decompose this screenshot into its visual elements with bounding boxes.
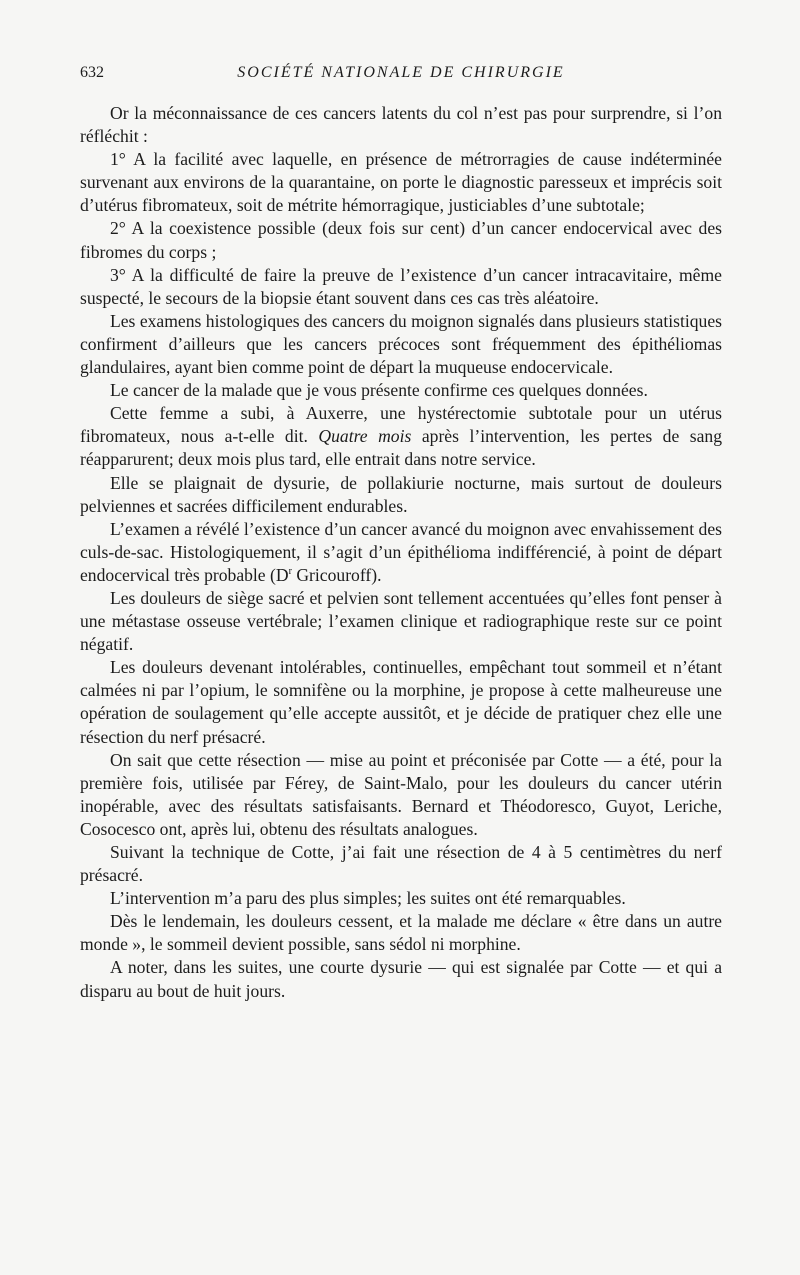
hysterectomy-text-before: Cette femme a subi, à Auxerre, une hystérectomie subtotale pour un utérus fibromateux, nous a-t-elle dit. <box>80 403 722 447</box>
journal-title: SOCIÉTÉ NATIONALE DE CHIRURGIE <box>237 64 565 81</box>
paragraph-dysuria: A noter, dans les suites, une courte dysurie — qui est signalée par Cotte — et qui a disparu au bout de huit jours. <box>80 957 722 1001</box>
doctor-superscript: r <box>288 566 292 578</box>
paragraph-exam <box>80 518 722 587</box>
paragraph-symptoms: Elle se plaignait de dysurie, de pollakiurie nocturne, mais surtout de douleurs pelviennes et sacrées difficilement endurables. <box>80 472 722 516</box>
paragraph-hysterectomy <box>80 402 722 471</box>
paragraph-intervention: L’intervention m’a paru des plus simples; les suites ont été remarquables. <box>110 888 626 909</box>
paragraph-case: Le cancer de la malade que je vous présente confirme ces quelques données. <box>110 380 648 401</box>
exam-text-before: L’examen a révélé l’existence d’un cancer avancé du moignon avec envahissement des culs-de-sac. Histologiquement, il s’agit d’un épithélioma indifférencié, à point de départ endocervical très probable (D <box>80 518 722 585</box>
paragraph-technique: Suivant la technique de Cotte, j’ai fait une résection de 4 à 5 centimètres du nerf présacré. <box>80 842 722 886</box>
paragraph-point-3: 3° A la difficulté de faire la preuve de l’existence d’un cancer intracavitaire, même suspecté, le secours de la biopsie étant souvent dans ces cas très aléatoire. <box>80 264 722 308</box>
paragraph-point-2: 2° A la coexistence possible (deux fois sur cent) d’un cancer endocervical avec des fibromes du corps ; <box>80 218 722 262</box>
running-head <box>80 58 722 88</box>
paragraph-relief: Dès le lendemain, les douleurs cessent, et la malade me déclare « être dans un autre monde », le sommeil devient possible, sans sédol ni morphine. <box>80 911 722 955</box>
body-text <box>80 102 722 1003</box>
paragraph-point-1: 1° A la facilité avec laquelle, en présence de métrorragies de cause indéterminée survenant aux environs de la quarantaine, on porte le diagnostic paresseux et imprécis soit d’utérus fibromateux, soit de métrite hémorragique, justiciables d’une subtotale; <box>80 149 722 216</box>
paragraph-cotte-history: On sait que cette résection — mise au point et préconisée par Cotte — a été, pour la première fois, utilisée par Férey, de Saint-Malo, pour les douleurs du cancer utérin inopérable, avec des résultats satisfaisants. Bernard et Théodoresco, Guyot, Leriche, Cosocesco ont, après lui, obtenu des résultats analogues. <box>80 749 722 839</box>
page-number: 632 <box>80 64 104 81</box>
paragraph-decision: Les douleurs devenant intolérables, continuelles, empêchant tout sommeil et n’étant calmées ni par l’opium, le somnifène ou la morphine, je propose à cette malheureuse une opération de soulagement qu’elle accepte aussitôt, et je décide de pratiquer chez elle une résection du nerf présacré. <box>80 657 722 747</box>
emphasis-quatre-mois: Quatre mois <box>318 426 412 447</box>
book-page <box>80 58 722 1003</box>
exam-text-after: Gricouroff). <box>291 564 382 585</box>
paragraph-histology: Les examens histologiques des cancers du moignon signalés dans plusieurs statistiques confirment d’ailleurs que les cancers précoces sont fréquemment des épithéliomas glandulaires, ayant bien comme point de départ la muqueuse endocervicale. <box>80 310 722 378</box>
paragraph-pain: Les douleurs de siège sacré et pelvien sont tellement accentuées qu’elles font penser à une métastase osseuse vertébrale; l’examen clinique et radiographique reste sur ce point négatif. <box>80 587 722 655</box>
paragraph-intro: Or la méconnaissance de ces cancers latents du col n’est pas pour surprendre, si l’on réfléchit : <box>80 103 722 147</box>
hysterectomy-text-after: après l’intervention, les pertes de sang réapparurent; deux mois plus tard, elle entrait dans notre service. <box>80 426 723 470</box>
